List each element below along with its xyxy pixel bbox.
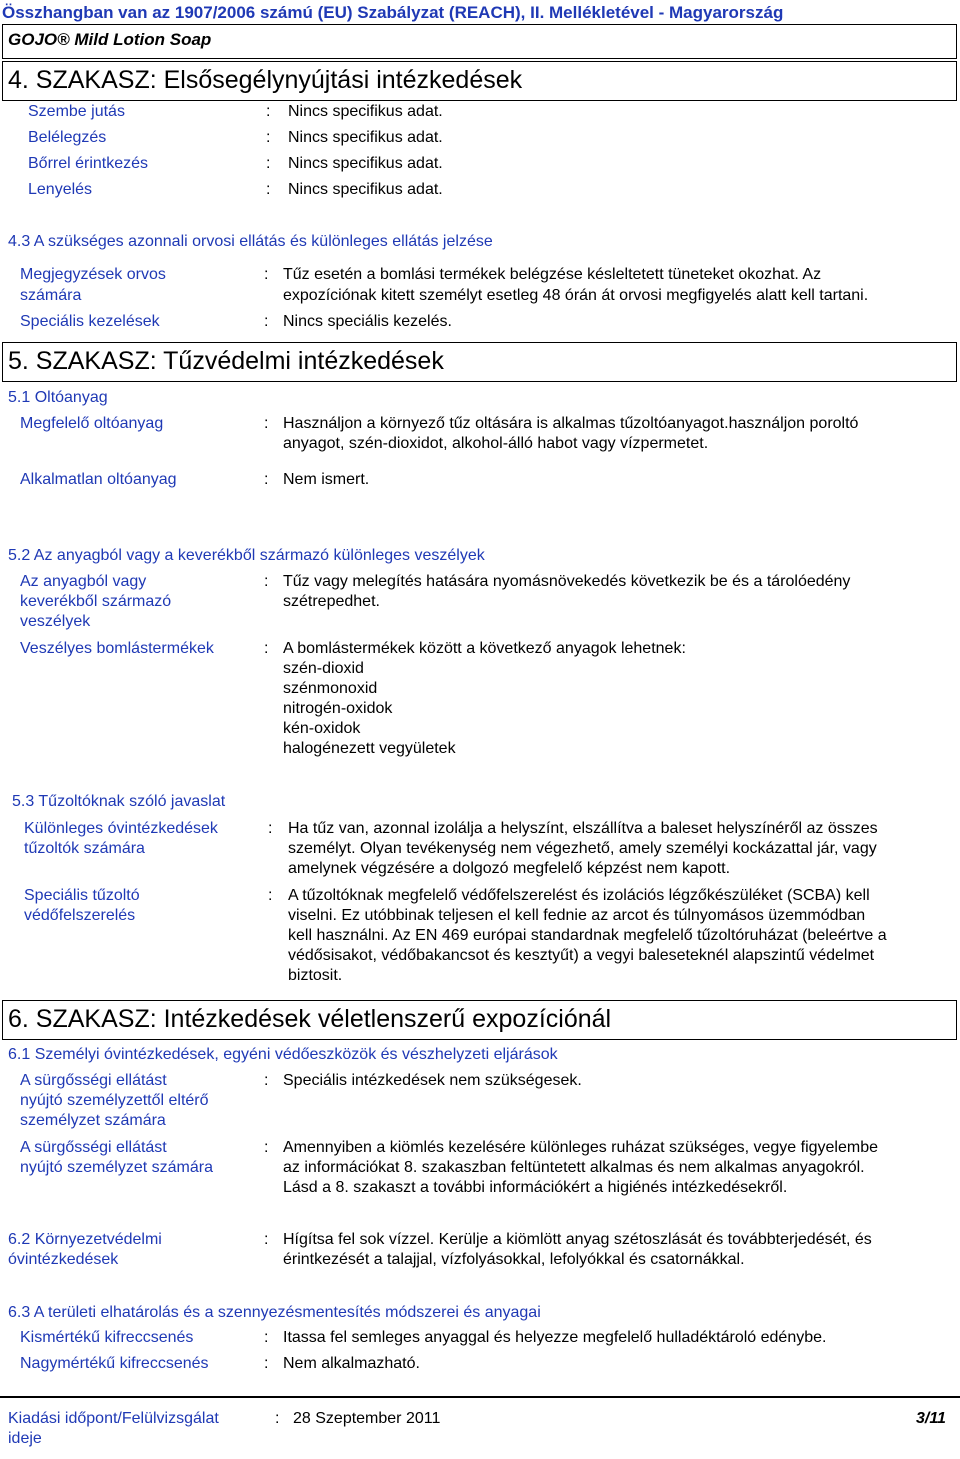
firefighter-precautions-label-1: Különleges óvintézkedések bbox=[24, 820, 218, 837]
inhalation-label: Belélegzés bbox=[28, 129, 107, 146]
decomposition-value-6: halogénezett vegyületek bbox=[283, 740, 456, 757]
env-precautions-label-2: óvintézkedések bbox=[8, 1251, 119, 1268]
firefighter-precautions-label-2: tűzoltók számára bbox=[24, 840, 145, 857]
firefighter-precautions-value-1: Ha tűz van, azonnal izolálja a helyszínt, elszállítva a baleset helyszínéről az összes bbox=[288, 820, 878, 837]
large-spill-value: Nem alkalmazható. bbox=[283, 1355, 420, 1372]
firefighter-equipment-value-3: kell használni. Az EN 469 európai standardnak megfelelő tűzoltóruházat (beleértve a bbox=[288, 927, 887, 944]
small-spill-label: Kismértékű kifreccsenés bbox=[20, 1329, 194, 1346]
decomposition-label: Veszélyes bomlástermékek bbox=[20, 640, 214, 657]
emergency-value-3: Lásd a 8. szakaszt a további információkért a higiénés intézkedésekről. bbox=[283, 1179, 788, 1196]
ingestion-label: Lenyelés bbox=[28, 181, 93, 198]
emergency-label-2: nyújtó személyzet számára bbox=[20, 1159, 213, 1176]
footer-divider bbox=[0, 1396, 960, 1398]
colon: : bbox=[264, 1139, 269, 1156]
skin-contact-label: Bőrrel érintkezés bbox=[28, 155, 149, 172]
eye-contact-value: Nincs specifikus adat. bbox=[288, 103, 443, 120]
section-4-heading: 4. SZAKASZ: Elsősegélynyújtási intézkedések bbox=[8, 66, 523, 94]
hazards-value-1: Tűz vagy melegítés hatására nyomásnövekedés következik be és a tárolóedény bbox=[283, 573, 851, 590]
eye-contact-label: Szembe jutás bbox=[28, 103, 125, 120]
skin-contact-value: Nincs specifikus adat. bbox=[288, 155, 443, 172]
subsection-6-3: 6.3 A területi elhatárolás és a szennyezésmentesítés módszerei és anyagai bbox=[8, 1304, 541, 1321]
emergency-value-1: Amennyiben a kiömlés kezelésére különleges ruházat szükséges, vegye figyelembe bbox=[283, 1139, 878, 1156]
firefighter-precautions-value-3: amelynek végzésére a dolgozó megfelelő képzést nem kapott. bbox=[288, 860, 731, 877]
firefighter-equipment-value-5: biztosit. bbox=[288, 967, 343, 984]
firefighter-equipment-value-1: A tűzoltóknak megfelelő védőfelszerelést és izolációs légzőkészüléket (SCBA) kell bbox=[288, 887, 870, 904]
special-treatment-value: Nincs speciális kezelés. bbox=[283, 313, 452, 330]
non-emergency-label-1: A sürgősségi ellátást bbox=[20, 1072, 167, 1089]
footer-date: 28 Szeptember 2011 bbox=[293, 1410, 441, 1427]
footer-label-2: ideje bbox=[8, 1430, 42, 1447]
colon: : bbox=[266, 129, 271, 146]
hazards-label-3: veszélyek bbox=[20, 613, 91, 630]
suitable-media-value-2: anyagot, szén-dioxidot, alkohol-álló habot vagy vízpermetet. bbox=[283, 435, 709, 452]
colon: : bbox=[264, 1329, 269, 1346]
colon: : bbox=[264, 313, 269, 330]
subsection-4-3: 4.3 A szükséges azonnali orvosi ellátás és különleges ellátás jelzése bbox=[8, 233, 493, 250]
small-spill-value: Itassa fel semleges anyaggal és helyezze megfelelő hulladéktároló edénybe. bbox=[283, 1329, 827, 1346]
env-precautions-label-1: 6.2 Környezetvédelmi bbox=[8, 1231, 162, 1248]
firefighter-equipment-label-2: védőfelszerelés bbox=[24, 907, 136, 924]
colon: : bbox=[266, 103, 271, 120]
colon: : bbox=[264, 471, 269, 488]
colon: : bbox=[266, 181, 271, 198]
colon: : bbox=[264, 415, 269, 432]
emergency-value-2: az információkat 8. szakaszban feltüntetett alkalmas és nem alkalmas anyagokról. bbox=[283, 1159, 865, 1176]
subsection-5-1: 5.1 Oltóanyag bbox=[8, 389, 108, 406]
subsection-6-1: 6.1 Személyi óvintézkedések, egyéni védőeszközök és vészhelyzeti eljárások bbox=[8, 1046, 558, 1063]
footer-label-1: Kiadási időpont/Felülvizsgálat bbox=[8, 1410, 219, 1427]
decomposition-value-4: nitrogén-oxidok bbox=[283, 700, 393, 717]
non-emergency-label-3: személyzet számára bbox=[20, 1112, 166, 1129]
non-emergency-label-2: nyújtó személyzettől eltérő bbox=[20, 1092, 209, 1109]
notes-label-1: Megjegyzések orvos bbox=[20, 266, 166, 283]
colon: : bbox=[275, 1410, 280, 1427]
special-treatment-label: Speciális kezelések bbox=[20, 313, 160, 330]
env-precautions-value-1: Hígítsa fel sok vízzel. Kerülje a kiömlött anyag szétoszlását és továbbterjedését, és bbox=[283, 1231, 872, 1248]
hazards-label-2: keverékből származó bbox=[20, 593, 172, 610]
ingestion-value: Nincs specifikus adat. bbox=[288, 181, 443, 198]
decomposition-value-5: kén-oxidok bbox=[283, 720, 361, 737]
document-title: Összhangban van az 1907/2006 számú (EU) Szabályzat (REACH), II. Mellékletével - Magyarország bbox=[2, 3, 784, 22]
colon: : bbox=[264, 1072, 269, 1089]
colon: : bbox=[268, 820, 273, 837]
notes-value-2: expozíciónak kitett személyt esetleg 48 órán át orvosi megfigyelés alatt kell tartani. bbox=[283, 287, 869, 304]
decomposition-value-3: szénmonoxid bbox=[283, 680, 378, 697]
firefighter-equipment-value-4: védősisakot, védőbakancsot és kesztyűt) a vegyi baleseteknél alapszintű védelmet bbox=[288, 947, 875, 964]
colon: : bbox=[266, 155, 271, 172]
colon: : bbox=[264, 640, 269, 657]
hazards-value-2: szétrepedhet. bbox=[283, 593, 380, 610]
colon: : bbox=[264, 1355, 269, 1372]
unsuitable-media-value: Nem ismert. bbox=[283, 471, 370, 488]
page-number: 3/11 bbox=[916, 1410, 946, 1427]
firefighter-equipment-value-2: viselni. Ez utóbbinak teljesen el kell fednie az arcot és túlnyomásos üzemmódban bbox=[288, 907, 866, 924]
product-name: GOJO® Mild Lotion Soap bbox=[8, 30, 212, 49]
emergency-label-1: A sürgősségi ellátást bbox=[20, 1139, 167, 1156]
decomposition-value-2: szén-dioxid bbox=[283, 660, 364, 677]
section-5-heading: 5. SZAKASZ: Tűzvédelmi intézkedések bbox=[8, 347, 444, 375]
section-6-heading: 6. SZAKASZ: Intézkedések véletlenszerű expozíciónál bbox=[8, 1005, 612, 1033]
subsection-5-2: 5.2 Az anyagból vagy a keverékből származó különleges veszélyek bbox=[8, 547, 485, 564]
non-emergency-value: Speciális intézkedések nem szükségesek. bbox=[283, 1072, 582, 1089]
notes-label-2: számára bbox=[20, 287, 82, 304]
decomposition-value-1: A bomlástermékek között a következő anyagok lehetnek: bbox=[283, 640, 686, 657]
firefighter-precautions-value-2: személyt. Olyan tevékenység nem végezhető, amely személyi kockázattal jár, vagy bbox=[288, 840, 877, 857]
colon: : bbox=[268, 887, 273, 904]
suitable-media-value-1: Használjon a környező tűz oltására is alkalmas tűzoltóanyagot.használjon poroltó bbox=[283, 415, 859, 432]
colon: : bbox=[264, 266, 269, 283]
suitable-media-label: Megfelelő oltóanyag bbox=[20, 415, 164, 432]
hazards-label-1: Az anyagból vagy bbox=[20, 573, 147, 590]
unsuitable-media-label: Alkalmatlan oltóanyag bbox=[20, 471, 177, 488]
colon: : bbox=[264, 1231, 269, 1248]
colon: : bbox=[264, 573, 269, 590]
subsection-5-3: 5.3 Tűzoltóknak szóló javaslat bbox=[12, 793, 226, 810]
notes-value-1: Tűz esetén a bomlási termékek belégzése késleltetett tüneteket okozhat. Az bbox=[283, 266, 822, 283]
firefighter-equipment-label-1: Speciális tűzoltó bbox=[24, 887, 140, 904]
inhalation-value: Nincs specifikus adat. bbox=[288, 129, 443, 146]
large-spill-label: Nagymértékű kifreccsenés bbox=[20, 1355, 209, 1372]
env-precautions-value-2: érintkezését a talajjal, vízfolyásokkal, lefolyókkal és csatornákkal. bbox=[283, 1251, 745, 1268]
